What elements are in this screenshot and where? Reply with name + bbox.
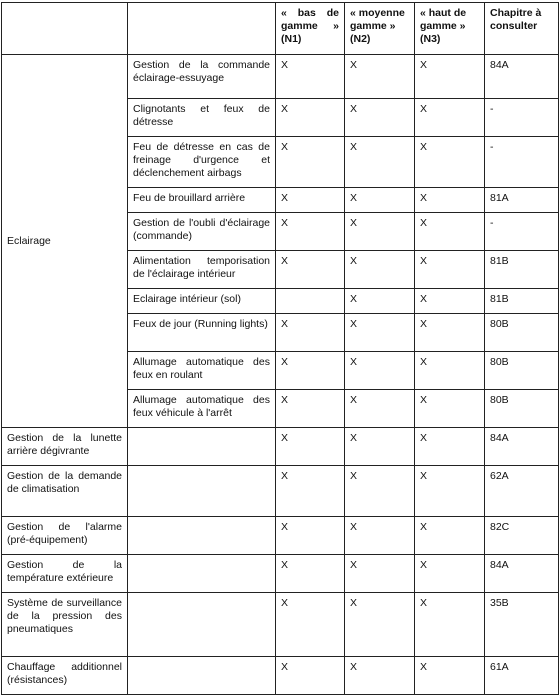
n1-cell: X: [276, 251, 345, 289]
n3-cell: X: [415, 517, 485, 555]
n2-cell: X: [345, 213, 415, 251]
n1-cell: X: [276, 55, 345, 99]
n1-cell: X: [276, 188, 345, 213]
n1-cell: X: [276, 352, 345, 390]
function-cell: Feux de jour (Running lights): [128, 314, 276, 352]
chapter-cell: 84A: [485, 55, 559, 99]
n3-cell: X: [415, 390, 485, 428]
chapter-cell: -: [485, 99, 559, 137]
n2-cell: X: [345, 466, 415, 517]
category-cell: Eclairage: [2, 55, 128, 428]
chapter-cell: 84A: [485, 428, 559, 466]
n2-cell: X: [345, 390, 415, 428]
n2-cell: X: [345, 555, 415, 593]
table-row: [2, 657, 559, 695]
chapter-cell: -: [485, 137, 559, 188]
chapter-cell: 81B: [485, 251, 559, 289]
function-cell: Alimentation temporisation de l'éclairage intérieur: [128, 251, 276, 289]
n3-cell: X: [415, 137, 485, 188]
chapter-cell: 35B: [485, 593, 559, 657]
function-cell: [128, 593, 276, 657]
table-row: [2, 466, 559, 517]
n1-cell: X: [276, 517, 345, 555]
category-cell: Gestion de l'alarme (pré-équipement): [2, 517, 128, 555]
function-cell: Eclairage intérieur (sol): [128, 289, 276, 314]
n2-cell: X: [345, 517, 415, 555]
function-cell: [128, 555, 276, 593]
header-cell-n3: « haut de gamme » (N3): [415, 3, 485, 55]
n1-cell: X: [276, 314, 345, 352]
function-cell: Gestion de la commande éclairage-essuyage: [128, 55, 276, 99]
header-row: [2, 3, 559, 55]
n3-cell: X: [415, 213, 485, 251]
n3-cell: X: [415, 593, 485, 657]
n2-cell: X: [345, 657, 415, 695]
table-row: [2, 517, 559, 555]
n2-cell: X: [345, 137, 415, 188]
table-body: [2, 55, 559, 695]
category-cell: Système de surveillance de la pression des pneumatiques: [2, 593, 128, 657]
chapter-cell: 61A: [485, 657, 559, 695]
n3-cell: X: [415, 289, 485, 314]
chapter-cell: 80B: [485, 314, 559, 352]
chapter-cell: 82C: [485, 517, 559, 555]
n1-cell: X: [276, 428, 345, 466]
n2-cell: X: [345, 188, 415, 213]
n2-cell: X: [345, 289, 415, 314]
n3-cell: X: [415, 99, 485, 137]
n1-cell: X: [276, 137, 345, 188]
chapter-cell: 81A: [485, 188, 559, 213]
chapter-cell: -: [485, 213, 559, 251]
header-cell-category: [2, 3, 128, 55]
n2-cell: X: [345, 352, 415, 390]
equipment-table: [1, 2, 559, 695]
function-cell: [128, 657, 276, 695]
n1-cell: X: [276, 555, 345, 593]
table-row: [2, 55, 559, 99]
chapter-cell: 80B: [485, 352, 559, 390]
n3-cell: X: [415, 352, 485, 390]
n2-cell: X: [345, 251, 415, 289]
n1-cell: [276, 289, 345, 314]
n1-cell: X: [276, 657, 345, 695]
function-cell: Feu de détresse en cas de freinage d'urgence et déclenchement airbags: [128, 137, 276, 188]
n3-cell: X: [415, 314, 485, 352]
n3-cell: X: [415, 188, 485, 213]
table-header: [2, 3, 559, 55]
table-row: [2, 428, 559, 466]
chapter-cell: 84A: [485, 555, 559, 593]
table-row: [2, 555, 559, 593]
category-cell: Gestion de la température extérieure: [2, 555, 128, 593]
category-cell: Gestion de la lunette arrière dégivrante: [2, 428, 128, 466]
n2-cell: X: [345, 99, 415, 137]
n3-cell: X: [415, 251, 485, 289]
header-cell-n1: « bas de gamme » (N1): [276, 3, 345, 55]
n1-cell: X: [276, 99, 345, 137]
n1-cell: X: [276, 213, 345, 251]
n3-cell: X: [415, 555, 485, 593]
function-cell: Clignotants et feux de détresse: [128, 99, 276, 137]
n3-cell: X: [415, 657, 485, 695]
n3-cell: X: [415, 55, 485, 99]
category-cell: Gestion de la demande de climatisation: [2, 466, 128, 517]
function-cell: Gestion de l'oubli d'éclairage (commande): [128, 213, 276, 251]
function-cell: Feu de brouillard arrière: [128, 188, 276, 213]
chapter-cell: 62A: [485, 466, 559, 517]
n1-cell: X: [276, 466, 345, 517]
function-cell: Allumage automatique des feux véhicule à l'arrêt: [128, 390, 276, 428]
n1-cell: X: [276, 390, 345, 428]
chapter-cell: 81B: [485, 289, 559, 314]
n2-cell: X: [345, 55, 415, 99]
table-row: [2, 593, 559, 657]
function-cell: [128, 428, 276, 466]
n2-cell: X: [345, 593, 415, 657]
function-cell: Allumage automatique des feux en roulant: [128, 352, 276, 390]
function-cell: [128, 466, 276, 517]
n3-cell: X: [415, 466, 485, 517]
n3-cell: X: [415, 428, 485, 466]
header-cell-chapter: Chapitre à consulter: [485, 3, 559, 55]
header-cell-function: [128, 3, 276, 55]
n2-cell: X: [345, 428, 415, 466]
header-cell-n2: « moyenne gamme » (N2): [345, 3, 415, 55]
n2-cell: X: [345, 314, 415, 352]
category-cell: Chauffage additionnel (résistances): [2, 657, 128, 695]
chapter-cell: 80B: [485, 390, 559, 428]
function-cell: [128, 517, 276, 555]
n1-cell: X: [276, 593, 345, 657]
